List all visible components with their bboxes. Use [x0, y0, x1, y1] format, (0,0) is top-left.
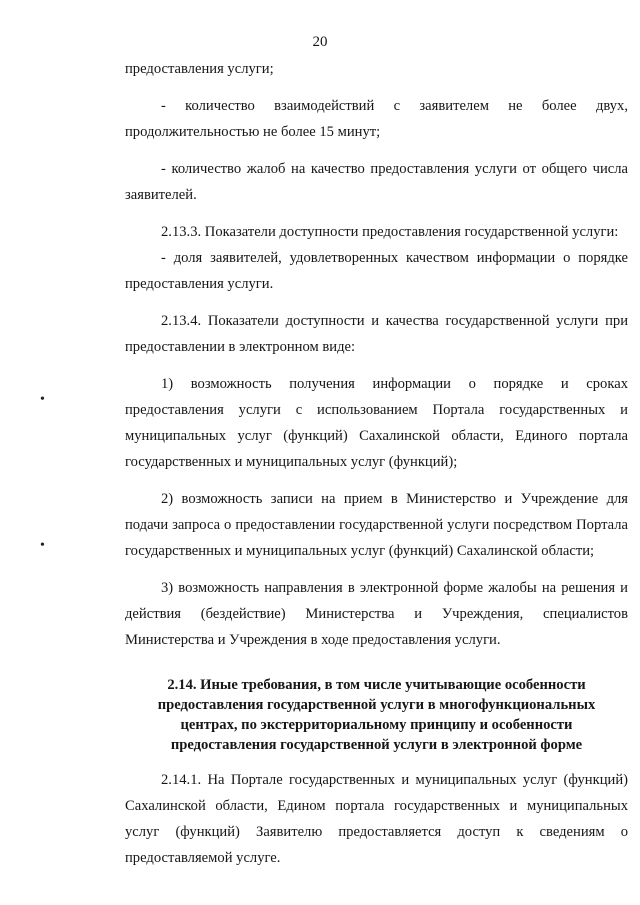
paragraph: 2) возможность записи на прием в Министерство и Учреждение для подачи запроса о предоставлении государственной услуги посредством Портала государственных и муниципальных услуг (функций) Сахалинской области;	[125, 491, 628, 559]
heading-line: 2.14. Иные требования, в том числе учитывающие особенности	[167, 677, 586, 693]
paragraph: 2.13.4. Показатели доступности и качества государственной услуги при предоставлении в электронном виде:	[125, 313, 628, 355]
paragraph: предоставления услуги;	[125, 61, 274, 77]
heading-line: предоставления государственной услуги в электронной форме	[170, 737, 583, 753]
margin-mark: •	[40, 392, 45, 407]
heading-line: предоставления государственной услуги в многофункциональных	[157, 697, 596, 713]
page-number: 20	[312, 34, 328, 50]
paragraph: - количество взаимодействий с заявителем не более двух, продолжительностью не более 15 минут;	[125, 98, 628, 140]
paragraph: - доля заявителей, удовлетворенных качеством информации о порядке предоставления услуги.	[125, 250, 628, 292]
paragraph: - количество жалоб на качество предоставления услуги от общего числа заявителей.	[125, 161, 628, 203]
paragraph: 3) возможность направления в электронной форме жалобы на решения и действия (бездействие) Министерства и Учреждения, специалистов Министерства и Учреждения в ходе предоставления услуги.	[125, 580, 628, 648]
paragraph: 1) возможность получения информации о порядке и сроках предоставления услуги с использованием Портала государственных и муниципальных услуг (функций) Сахалинской области, Единого портала государственных и муниципальных услуг (функций);	[125, 376, 628, 470]
paragraph: 2.13.3. Показатели доступности предоставления государственной услуги:	[161, 224, 619, 240]
section-heading	[125, 675, 628, 755]
margin-mark: •	[40, 538, 45, 553]
document-body	[125, 56, 628, 871]
paragraph: 2.14.1. На Портале государственных и муниципальных услуг (функций) Сахалинской области, Едином портала государственных и муниципальных услуг (функций) Заявителю предоставляется доступ к сведениям о предоставляемой услуге.	[125, 772, 628, 866]
heading-line: центрах, по экстерриториальному принципу и особенности	[180, 717, 573, 733]
